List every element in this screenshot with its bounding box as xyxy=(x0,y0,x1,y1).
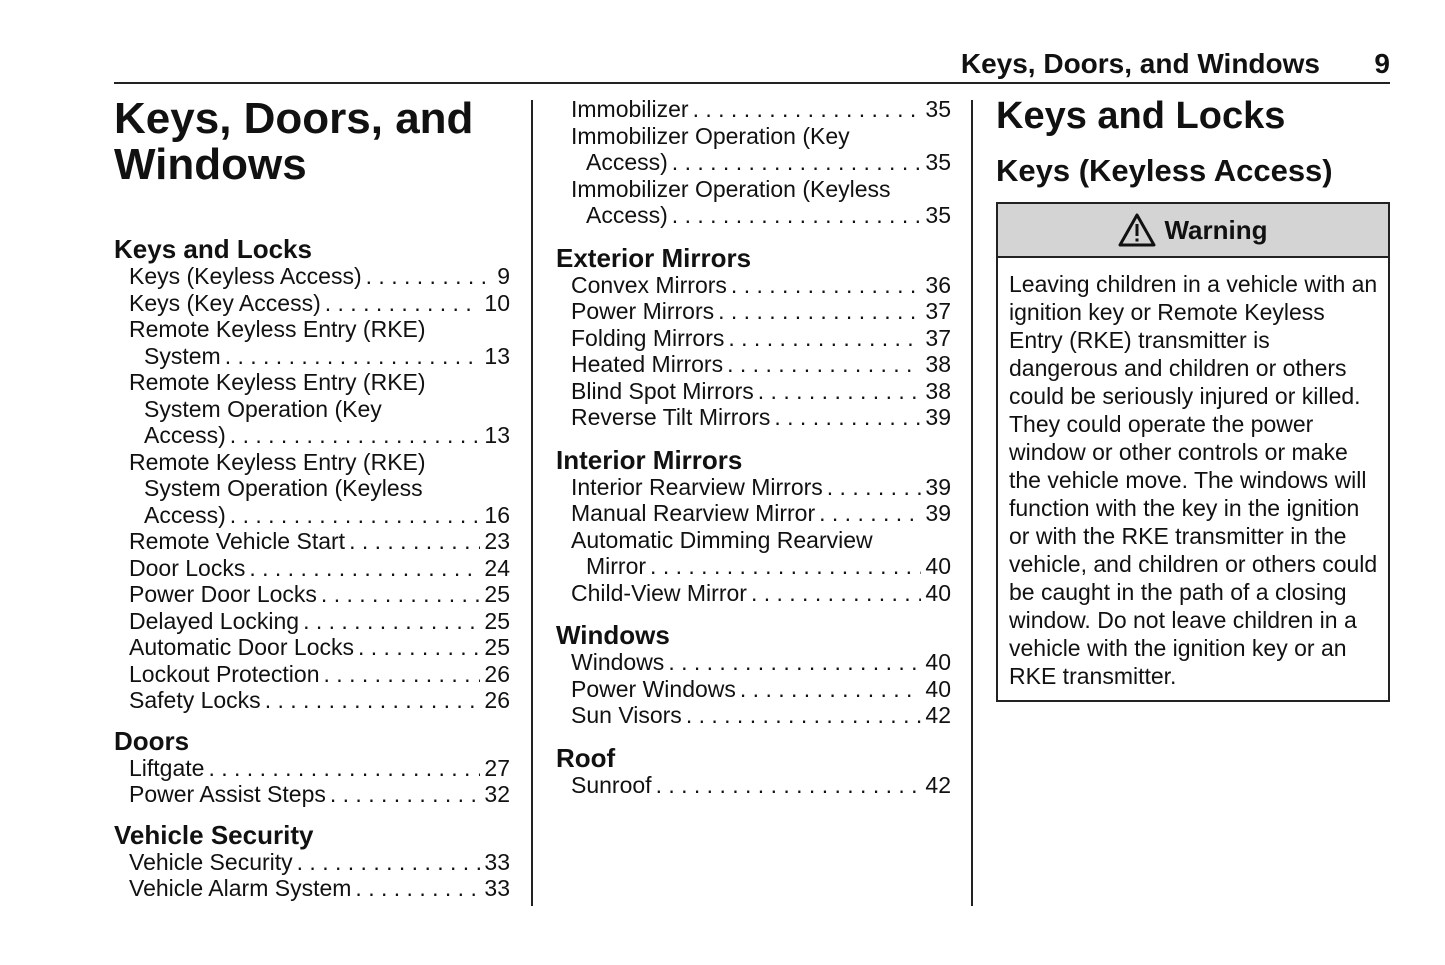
toc-entry-page: 10 xyxy=(484,289,510,316)
toc-entry[interactable] xyxy=(114,687,510,714)
toc-entry[interactable] xyxy=(114,316,510,369)
content-column xyxy=(996,96,1390,702)
toc-entry-label: Keys (Key Access) xyxy=(129,289,321,316)
toc-entry-page: 23 xyxy=(484,528,510,554)
toc-leader-dots xyxy=(650,553,921,580)
toc-entry-page: 25 xyxy=(484,581,510,607)
toc-group xyxy=(556,621,951,729)
toc-leader-dots xyxy=(774,404,921,431)
toc-entry-page: 37 xyxy=(925,298,951,324)
toc-entry-page: 35 xyxy=(925,202,951,228)
section-heading: Keys and Locks xyxy=(996,95,1286,137)
toc-entry-page: 38 xyxy=(925,377,951,404)
toc-entry-page: 24 xyxy=(484,554,510,581)
toc-entry-label: Immobilizer xyxy=(571,96,689,122)
toc-leader-dots xyxy=(358,634,480,661)
toc-entry-page: 13 xyxy=(484,342,510,369)
toc-entry-label: Power Mirrors xyxy=(571,298,715,324)
toc-entry-label: Immobilizer Operation (Keyless xyxy=(571,175,891,202)
toc-entry[interactable] xyxy=(114,781,510,808)
toc-entry[interactable] xyxy=(114,661,510,688)
toc-entry[interactable] xyxy=(556,527,951,580)
toc-entry-page: 36 xyxy=(925,271,951,298)
toc-leader-dots xyxy=(656,772,922,799)
toc-entry-label: Vehicle Security xyxy=(129,848,293,875)
toc-entry-page: 9 xyxy=(497,263,510,289)
toc-entry-page: 40 xyxy=(925,579,951,606)
toc-entry-page: 35 xyxy=(925,96,951,122)
toc-entry-label: Delayed Locking xyxy=(129,607,300,634)
toc-leader-dots xyxy=(330,781,481,808)
toc-entry[interactable] xyxy=(556,272,951,299)
toc-group-title: Vehicle Security xyxy=(114,819,314,850)
toc-leader-dots xyxy=(230,422,481,449)
toc-entry-label: Convex Mirrors xyxy=(571,271,727,298)
toc-entry-label: Lockout Protection xyxy=(129,660,320,687)
toc-leader-dots xyxy=(693,96,922,123)
toc-leader-dots xyxy=(668,649,921,676)
toc-entry-label: System xyxy=(144,342,221,369)
toc-group-title: Doors xyxy=(114,725,190,756)
toc-leader-dots xyxy=(827,474,922,501)
toc-leader-dots xyxy=(366,263,494,290)
toc-entry[interactable] xyxy=(114,634,510,661)
toc-leader-dots xyxy=(324,661,481,688)
toc-entry-label: Remote Keyless Entry (RKE) xyxy=(129,369,426,395)
toc-group xyxy=(556,446,951,607)
toc-entry-page: 16 xyxy=(484,501,510,528)
toc-group xyxy=(114,821,510,902)
toc-group-title: Windows xyxy=(556,620,670,650)
toc-entry-label: Mirror xyxy=(586,553,647,579)
toc-leader-dots xyxy=(249,555,480,582)
toc-leader-dots xyxy=(819,500,921,527)
toc-leader-dots xyxy=(325,290,481,317)
toc-entry-label: Door Locks xyxy=(129,554,246,581)
running-header-section: Keys, Doors, and Windows xyxy=(960,48,1320,79)
toc-entry-label: Power Door Locks xyxy=(129,581,317,607)
toc-group-title: Roof xyxy=(556,742,616,773)
toc-leader-dots xyxy=(686,702,922,729)
toc-entry[interactable] xyxy=(114,581,510,608)
toc-entry-label: Access) xyxy=(144,422,226,448)
toc-group-title: Exterior Mirrors xyxy=(556,242,752,273)
toc-entry[interactable] xyxy=(114,608,510,635)
toc-entry[interactable] xyxy=(114,755,510,782)
column-divider xyxy=(971,100,973,906)
toc-entry[interactable] xyxy=(556,325,951,352)
toc-entry-page: 26 xyxy=(484,660,510,687)
toc-entry[interactable] xyxy=(556,580,951,607)
toc-entry-page: 42 xyxy=(925,702,951,728)
toc-leader-dots xyxy=(265,687,481,714)
toc-entry[interactable] xyxy=(114,528,510,555)
toc-entry-label: Heated Mirrors xyxy=(571,351,724,377)
toc-entry[interactable] xyxy=(556,474,951,501)
toc-leader-dots xyxy=(349,528,480,555)
toc-entry-page: 35 xyxy=(925,149,951,175)
toc-entry[interactable] xyxy=(114,290,510,317)
toc-entry-label: Remote Keyless Entry (RKE) xyxy=(129,448,426,475)
toc-group-title: Keys and Locks xyxy=(114,234,312,264)
toc-entry-page: 42 xyxy=(925,771,951,798)
warning-label: Warning xyxy=(1164,214,1268,245)
toc-entry-label: Sun Visors xyxy=(571,702,682,728)
toc-entry-label: Remote Vehicle Start xyxy=(129,528,346,554)
toc-entry-label: System Operation (Key xyxy=(144,395,382,422)
toc-entry[interactable] xyxy=(556,500,951,527)
toc-entry[interactable] xyxy=(556,378,951,405)
toc-entry[interactable] xyxy=(556,404,951,431)
toc-entry-label: Safety Locks xyxy=(129,687,261,713)
toc-leader-dots xyxy=(672,202,922,229)
toc-leader-dots xyxy=(321,581,480,608)
toc-group xyxy=(556,744,951,799)
toc-entry[interactable] xyxy=(556,772,951,799)
toc-entry-page: 13 xyxy=(484,422,510,448)
toc-entry-label: Remote Keyless Entry (RKE) xyxy=(129,316,426,342)
warning-box xyxy=(996,202,1390,702)
toc-entry-page: 27 xyxy=(484,754,510,781)
toc-entry-label: Interior Rearview Mirrors xyxy=(571,473,823,500)
toc-entry[interactable] xyxy=(114,369,510,449)
toc-leader-dots xyxy=(208,755,480,782)
toc-leader-dots xyxy=(297,849,481,876)
toc-entry[interactable] xyxy=(114,449,510,529)
toc-entry-label: Keys (Keyless Access) xyxy=(129,263,362,289)
toc-group xyxy=(556,244,951,431)
toc-leader-dots xyxy=(230,502,481,529)
toc-entry-label: Sunroof xyxy=(571,771,652,798)
toc-leader-dots xyxy=(225,343,481,370)
toc-group-title: Interior Mirrors xyxy=(556,444,743,475)
toc-entry-page: 39 xyxy=(925,473,951,500)
toc-entry-label: Power Assist Steps xyxy=(129,781,326,807)
warning-header xyxy=(998,204,1388,258)
toc-leader-dots xyxy=(731,272,921,299)
page-header xyxy=(114,44,1390,84)
toc-entry-page: 37 xyxy=(925,324,951,351)
warning-triangle-icon xyxy=(1118,213,1156,247)
toc-entry[interactable] xyxy=(114,263,510,290)
toc-entry-page: 32 xyxy=(484,781,510,807)
toc-entry-page: 25 xyxy=(484,634,510,660)
toc-entry-label: Folding Mirrors xyxy=(571,324,725,351)
toc-group xyxy=(114,727,510,808)
toc-entry-page: 26 xyxy=(484,687,510,713)
toc-entry-label: Liftgate xyxy=(129,754,205,781)
toc-entry-page: 40 xyxy=(925,553,951,579)
toc-column-2 xyxy=(556,96,951,813)
toc-entry[interactable] xyxy=(556,351,951,378)
toc-leader-dots xyxy=(751,580,921,607)
toc-column-1 xyxy=(114,96,510,915)
toc-leader-dots xyxy=(718,298,921,325)
toc-entry[interactable] xyxy=(556,649,951,676)
toc-leader-dots xyxy=(728,325,921,352)
toc-entry-label: Immobilizer Operation (Key xyxy=(571,122,850,149)
toc-entry-page: 39 xyxy=(925,404,951,430)
toc-entry[interactable] xyxy=(114,875,510,902)
toc-entry-label: Reverse Tilt Mirrors xyxy=(571,404,771,430)
toc-entry-label: Automatic Door Locks xyxy=(129,634,354,660)
toc-entry-page: 33 xyxy=(484,875,510,901)
toc-leader-dots xyxy=(727,351,921,378)
toc-entry-label: Manual Rearview Mirror xyxy=(571,500,816,526)
toc-entry-label: Child-View Mirror xyxy=(571,579,747,606)
toc-entry-label: Access) xyxy=(586,202,668,228)
toc-entry-page: 40 xyxy=(925,649,951,675)
toc-list xyxy=(556,96,951,798)
toc-entry[interactable] xyxy=(114,849,510,876)
page-number: 9 xyxy=(1374,48,1390,79)
toc-list xyxy=(114,235,510,902)
toc-leader-dots xyxy=(355,875,480,902)
subsection-heading: Keys (Keyless Access) xyxy=(996,153,1333,188)
toc-group xyxy=(556,96,951,229)
toc-entry-page: 38 xyxy=(925,351,951,377)
toc-entry-label: Automatic Dimming Rearview xyxy=(571,526,873,553)
column-divider xyxy=(531,100,533,906)
toc-entry-page: 39 xyxy=(925,500,951,526)
warning-text: Leaving children in a vehicle with an ignition key or Remote Keyless Entry (RKE) transmitter is dangerous and children or others could be seriously injured or killed. They could operate the power window or other controls or make the vehicle move. The windows will function with the key in the ignition or with the RKE transmitter in the vehicle, and children or others could be caught in the path of a closing window. Do not leave children in a vehicle with the ignition key or an RKE transmitter. xyxy=(1009,271,1378,689)
toc-entry[interactable] xyxy=(556,676,951,703)
toc-entry[interactable] xyxy=(556,298,951,325)
toc-group xyxy=(114,235,510,714)
toc-entry-label: Windows xyxy=(571,649,665,675)
toc-entry[interactable] xyxy=(556,176,951,229)
toc-leader-dots xyxy=(303,608,480,635)
toc-leader-dots xyxy=(758,378,922,405)
toc-entry-label: Access) xyxy=(144,501,226,528)
toc-entry[interactable] xyxy=(556,123,951,176)
toc-entry[interactable] xyxy=(556,702,951,729)
toc-entry-page: 25 xyxy=(484,607,510,634)
chapter-title: Keys, Doors, and Windows xyxy=(114,94,474,189)
toc-entry-page: 40 xyxy=(925,675,951,702)
toc-entry[interactable] xyxy=(556,96,951,123)
toc-entry-label: System Operation (Keyless xyxy=(144,475,423,501)
toc-entry-label: Access) xyxy=(586,149,668,175)
toc-leader-dots xyxy=(740,676,922,703)
toc-entry[interactable] xyxy=(114,555,510,582)
toc-entry-label: Vehicle Alarm System xyxy=(129,875,352,901)
toc-leader-dots xyxy=(672,149,922,176)
toc-entry-label: Blind Spot Mirrors xyxy=(571,377,754,404)
toc-entry-label: Power Windows xyxy=(571,675,736,702)
toc-entry-page: 33 xyxy=(484,848,510,875)
